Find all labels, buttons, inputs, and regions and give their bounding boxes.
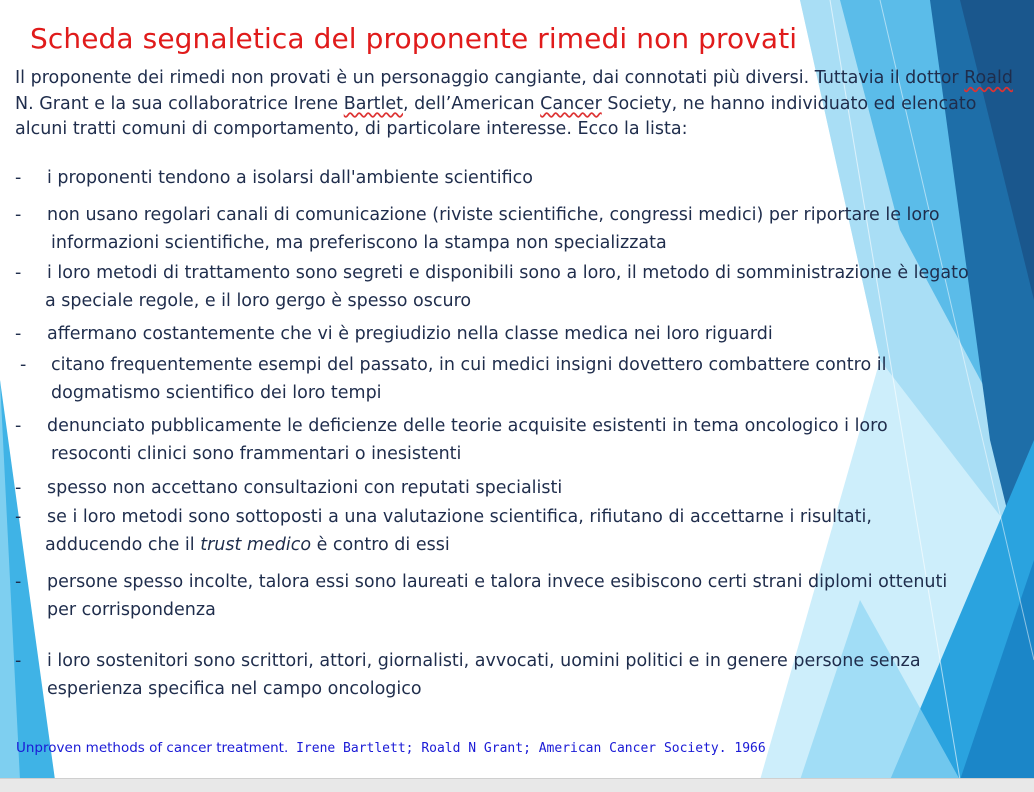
list-item-line2: per corrispondenza <box>47 600 216 620</box>
list-item-line1: i loro sostenitori sono scrittori, attori, giornalisti, avvocati, uomini politici e in genere persone senza <box>47 651 921 671</box>
source-citation <box>16 740 766 756</box>
bullet-dash: - <box>15 572 22 592</box>
list-item-line2: dogmatismo scientifico dei loro tempi <box>51 383 382 403</box>
intro-paragraph <box>15 66 1025 143</box>
bullet-dash: - <box>15 324 22 344</box>
list-item-line2-emphasis: trust medico <box>200 535 312 555</box>
slide-title: Scheda segnaletica del proponente rimedi non provati <box>30 22 798 55</box>
bullet-dash: - <box>15 168 22 188</box>
intro-bartlet: Bartlet <box>343 93 404 114</box>
bullet-dash: - <box>15 263 22 283</box>
intro-cancer: Cancer <box>540 93 602 114</box>
list-item-line1: i loro metodi di trattamento sono segreti e disponibili sono a loro, il metodo di somministrazione è legato <box>47 263 969 283</box>
list-item-line1: denunciato pubblicamente le deficienze delle teorie acquisite esistenti in tema oncologico i loro <box>47 416 888 436</box>
bullet-dash: - <box>15 507 22 527</box>
list-item-line2: informazioni scientifiche, ma preferiscono la stampa non specializzata <box>51 233 667 253</box>
source-title: Unproven methods of cancer treatment. <box>16 740 289 756</box>
list-item-line2-post: è contro di essi <box>311 535 450 555</box>
bullet-dash: - <box>15 416 22 436</box>
intro-text-1: Il proponente dei rimedi non provati è un personaggio cangiante, dai connotati più diversi. Tuttavia il dottor <box>15 68 965 88</box>
list-item-line2 <box>45 531 450 559</box>
list-item-line2: esperienza specifica nel campo oncologico <box>47 679 422 699</box>
list-item-line2: resoconti clinici sono frammentari o inesistenti <box>51 444 462 464</box>
list-item-line2: a speciale regole, e il loro gergo è spesso oscuro <box>45 291 472 311</box>
list-item-line1: citano frequentemente esempi del passato, in cui medici insigni dovettero combattere contro il <box>51 355 887 375</box>
list-item-line1: affermano costantemente che vi è pregiudizio nella classe medica nei loro riguardi <box>47 324 773 344</box>
bullet-dash: - <box>15 205 22 225</box>
bullet-dash: - <box>15 478 22 498</box>
intro-roald: Roald <box>964 68 1013 88</box>
list-item-line1: se i loro metodi sono sottoposti a una valutazione scientifica, rifiutano di accettarne i risultati, <box>47 507 872 527</box>
list-item-line1: non usano regolari canali di comunicazione (riviste scientifiche, congressi medici) per riportare le loro <box>47 205 940 225</box>
intro-text-2: N. Grant e la sua collaboratrice Irene <box>15 93 344 114</box>
bullet-dash: - <box>15 651 22 671</box>
intro-text-4: Society, ne hanno individuato ed elencato alcuni tratti comuni di comportamento, di particolare interesse. Ecco la lista: <box>15 93 977 139</box>
bullet-dash: - <box>20 355 27 375</box>
source-authors: Irene Bartlett; Roald N Grant; American Cancer Society. 1966 <box>288 741 766 756</box>
bottom-bar <box>0 778 1034 792</box>
intro-text-3: , dell’American <box>403 93 541 114</box>
list-item-line1: i proponenti tendono a isolarsi dall'ambiente scientifico <box>47 168 533 188</box>
list-item-line1: persone spesso incolte, talora essi sono laureati e talora invece esibiscono certi strani diplomi ottenuti <box>47 572 948 592</box>
list-item-line1: spesso non accettano consultazioni con reputati specialisti <box>47 478 563 498</box>
list-item-line2-pre: adducendo che il <box>45 535 201 555</box>
